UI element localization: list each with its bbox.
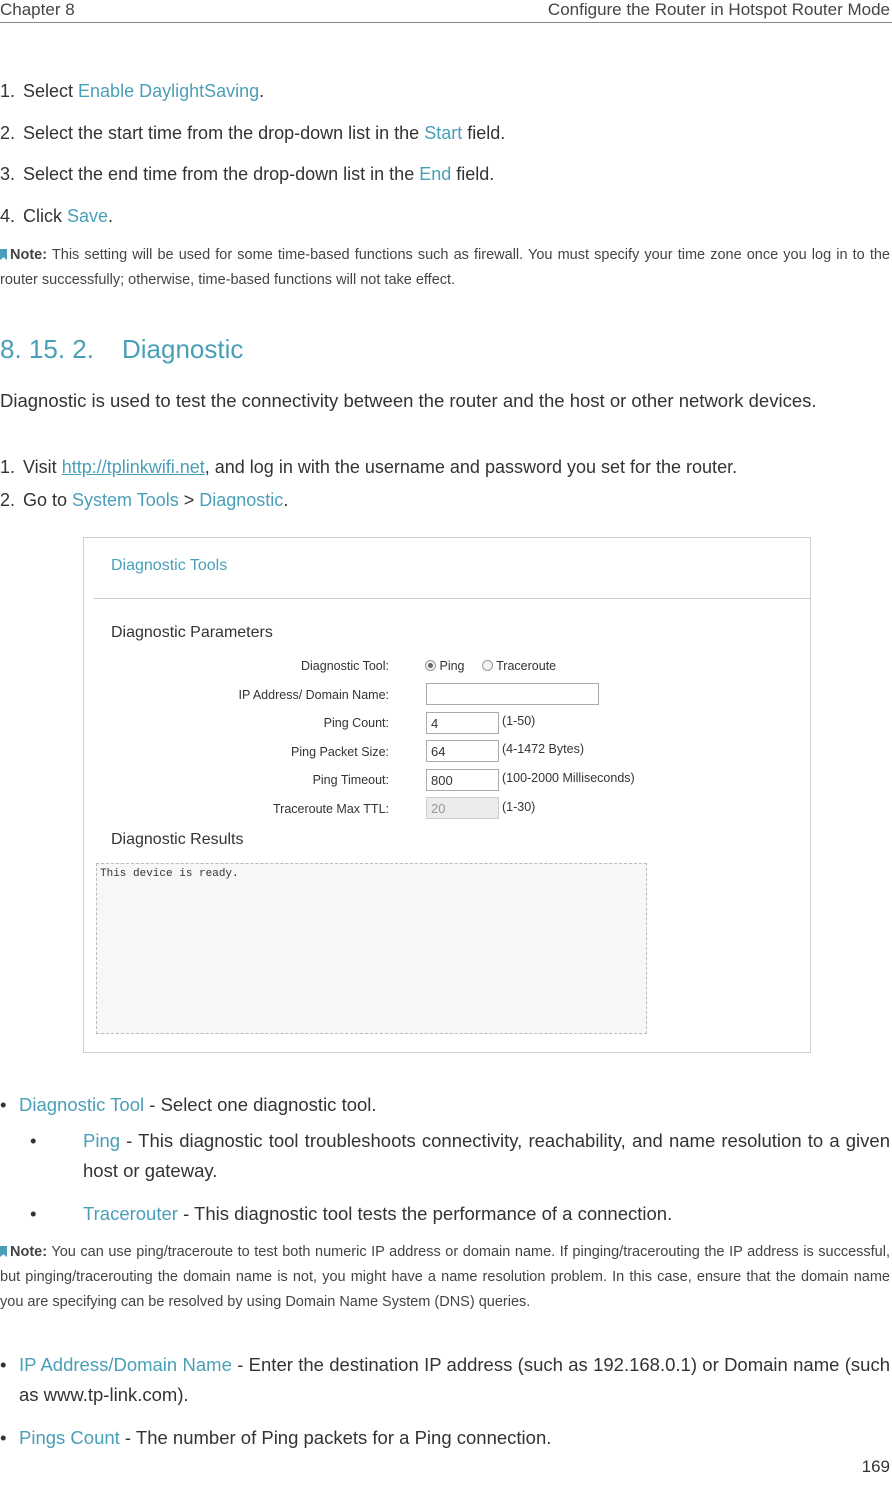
diagnostic-tools-screenshot bbox=[83, 537, 811, 1053]
button-ref: Save bbox=[67, 206, 109, 226]
packet-size-hint: (4-1472 Bytes) bbox=[502, 742, 584, 756]
traceroute-radio[interactable] bbox=[482, 660, 493, 671]
ip-domain-label: IP Address/ Domain Name: bbox=[238, 688, 389, 702]
panel-title: Diagnostic Tools bbox=[111, 557, 228, 574]
bookmark-icon bbox=[0, 1246, 7, 1257]
max-ttl-input bbox=[426, 797, 499, 819]
bullet-dot: • bbox=[0, 1354, 7, 1375]
params-heading: Diagnostic Parameters bbox=[111, 624, 273, 641]
note-block: Note: You can use ping/traceroute to test both numeric IP address or domain name. If pinging/tracerouting the IP address is successful, but pinging/tracerouting the domain name is not, you might have a name resolution problem. In this case, ensure that the domain name you are specifying can be resolved by using Domain Name System (DNS) queries. bbox=[0, 1244, 890, 1310]
step-3: 3. Select the end time from the drop-down list in the End field. bbox=[0, 164, 495, 184]
bullet-dot: • bbox=[30, 1130, 37, 1151]
max-ttl-hint: (1-30) bbox=[502, 800, 536, 814]
tool-label: Diagnostic Tool: bbox=[300, 659, 389, 673]
step-goto: 2. Go to System Tools > Diagnostic. bbox=[0, 490, 289, 510]
tool-radio-group bbox=[425, 659, 556, 673]
chapter-label: Chapter 8 bbox=[0, 0, 75, 19]
panel-divider bbox=[94, 598, 810, 599]
field-ref: Start bbox=[424, 123, 463, 143]
max-ttl-label: Traceroute Max TTL: bbox=[272, 802, 389, 816]
chapter-title: Configure the Router in Hotspot Router Mode bbox=[547, 0, 890, 19]
ping-radio-label: Ping bbox=[439, 659, 465, 673]
note-block: Note: This setting will be used for some time-based functions such as firewall. You must specify your time zone once you log in to the router successfully; otherwise, time-based functions will not take effect. bbox=[0, 247, 890, 288]
menu-ref: Enable DaylightSaving bbox=[78, 81, 260, 101]
bullet-dot: • bbox=[30, 1203, 37, 1224]
bullet-dot: • bbox=[0, 1094, 7, 1115]
results-output: This device is ready. bbox=[96, 863, 647, 1034]
sub-bullet-ping: • Ping - This diagnostic tool troubleshoots connectivity, reachability, and name resolution to a given host or gateway. bbox=[0, 1126, 890, 1186]
menu-ref: System Tools bbox=[72, 490, 179, 510]
step-1: 1. Select Enable DaylightSaving. bbox=[0, 81, 265, 101]
ping-timeout-input[interactable] bbox=[426, 769, 499, 791]
menu-ref: Diagnostic bbox=[199, 490, 284, 510]
ping-timeout-hint: (100-2000 Milliseconds) bbox=[502, 771, 635, 785]
router-login-link[interactable]: http://tplinkwifi.net bbox=[61, 457, 205, 477]
bullet-diagnostic-tool: • Diagnostic Tool - Select one diagnostic tool. bbox=[0, 1090, 890, 1120]
ip-domain-input[interactable] bbox=[426, 683, 599, 705]
packet-size-label: Ping Packet Size: bbox=[291, 745, 389, 759]
step-2: 2. Select the start time from the drop-down list in the Start field. bbox=[0, 123, 506, 143]
ping-count-label: Ping Count: bbox=[323, 716, 389, 730]
ping-radio[interactable] bbox=[425, 660, 436, 671]
header-divider bbox=[0, 22, 892, 23]
page-number: 169 bbox=[861, 1457, 890, 1476]
bullet-dot: • bbox=[0, 1427, 7, 1448]
ping-count-hint: (1-50) bbox=[502, 714, 536, 728]
field-ref: End bbox=[419, 164, 452, 184]
section-heading: 8. 15. 2. Diagnostic bbox=[0, 334, 244, 364]
bookmark-icon bbox=[0, 249, 7, 260]
step-4: 4. Click Save. bbox=[0, 206, 114, 226]
results-heading: Diagnostic Results bbox=[111, 831, 244, 848]
traceroute-radio-label: Traceroute bbox=[496, 659, 557, 673]
bullet-ip-domain: • IP Address/Domain Name - Enter the destination IP address (such as 192.168.0.1) or Domain name (such as www.tp-link.com). bbox=[0, 1350, 890, 1410]
ping-count-input[interactable] bbox=[426, 712, 499, 734]
intro-paragraph: Diagnostic is used to test the connectivity between the router and the host or other network devices. bbox=[0, 390, 817, 411]
ping-timeout-label: Ping Timeout: bbox=[312, 773, 389, 787]
bullet-pings-count: • Pings Count - The number of Ping packets for a Ping connection. bbox=[0, 1423, 890, 1453]
packet-size-input[interactable] bbox=[426, 740, 499, 762]
step-visit: 1. Visit http://tplinkwifi.net, and log in with the username and password you set for the router. bbox=[0, 457, 738, 477]
sub-bullet-tracerouter: • Tracerouter - This diagnostic tool tests the performance of a connection. bbox=[0, 1199, 890, 1229]
